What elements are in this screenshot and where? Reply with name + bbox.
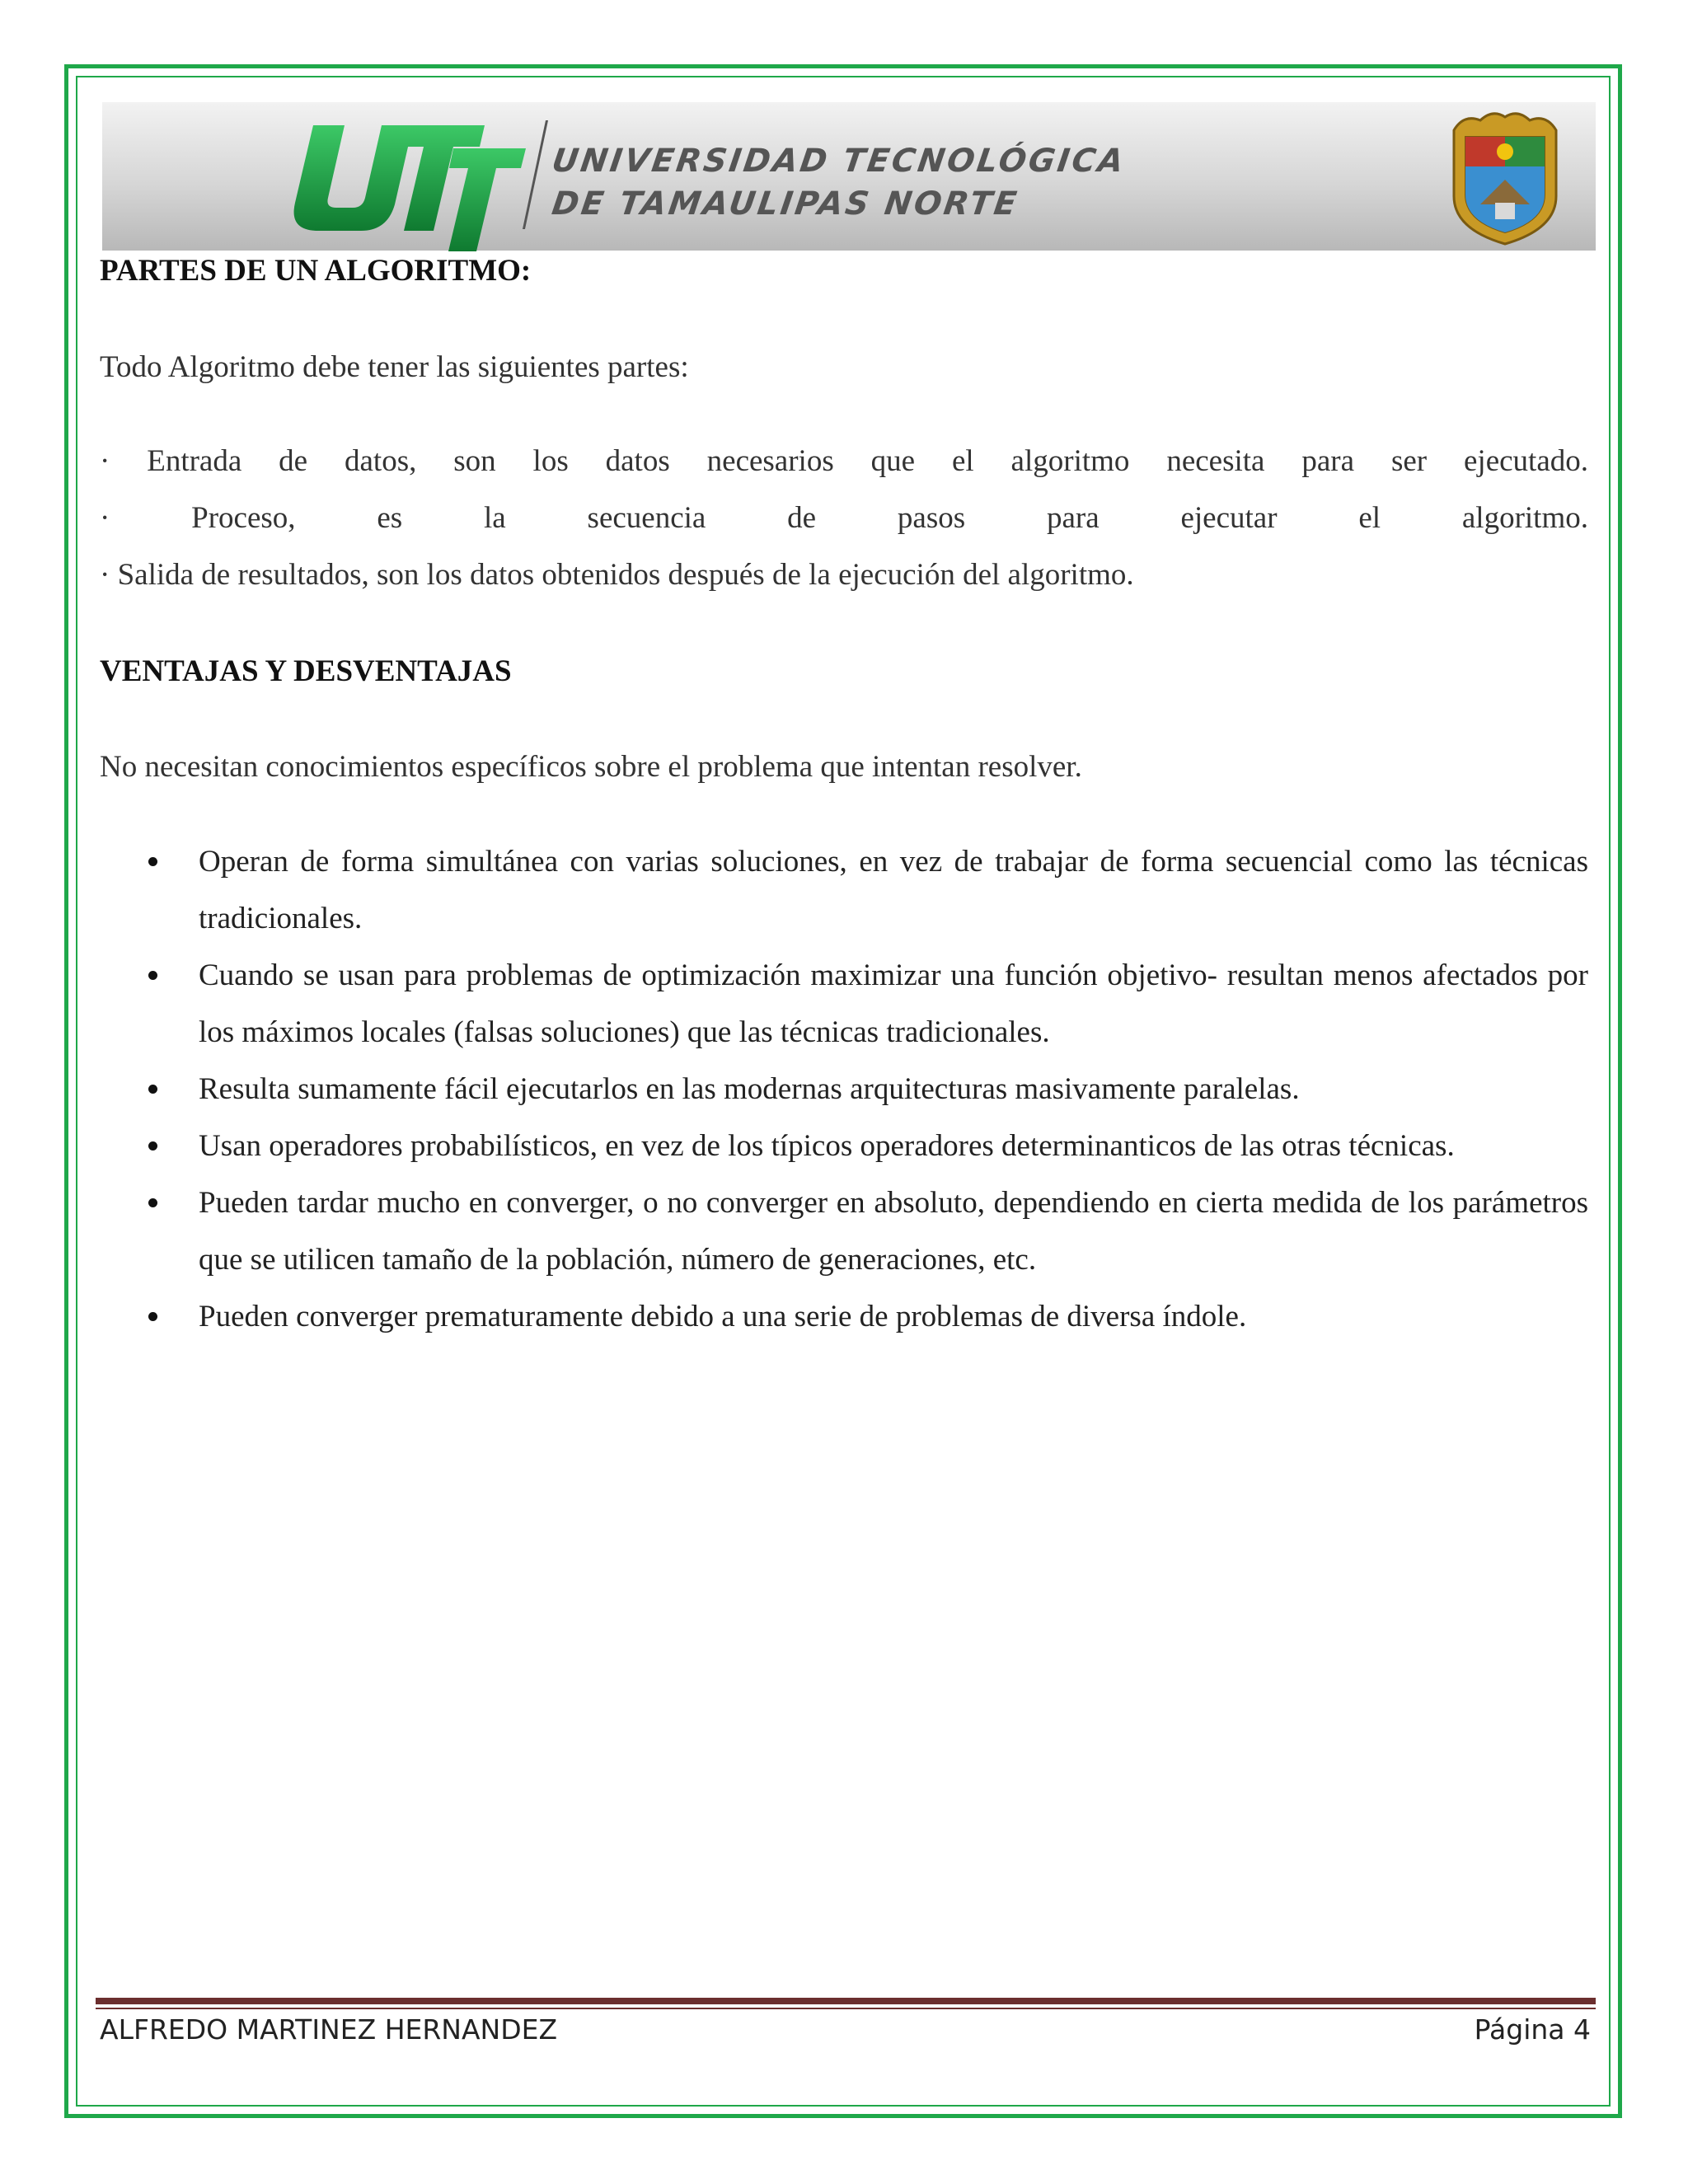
bullet-icon bbox=[148, 1141, 157, 1151]
footer-page-number: Página 4 bbox=[1474, 2013, 1591, 2046]
coat-of-arms-icon bbox=[1447, 105, 1563, 247]
footer-rule bbox=[96, 1998, 1596, 2004]
bullet-icon bbox=[148, 1198, 157, 1207]
list-item bbox=[100, 1174, 1588, 1288]
list-item bbox=[100, 947, 1588, 1061]
university-name-line2: DE TAMAULIPAS NORTE bbox=[549, 185, 1021, 223]
list-item-text: Cuando se usan para problemas de optimización maximizar una función objetivo- resultan menos afectados por los máximos locales (falsas soluciones) que las técnicas tradicionales. bbox=[199, 958, 1588, 1049]
list-item-text: Pueden tardar mucho en converger, o no converger en absoluto, dependiendo en cierta medida de los parámetros que se utilicen tamaño de la población, número de generaciones, etc. bbox=[199, 1186, 1588, 1277]
pros-heading: VENTAJAS Y DESVENTAJAS bbox=[100, 654, 512, 688]
pros-intro: No necesitan conocimientos específicos sobre el problema que intentan resolver. bbox=[100, 750, 1082, 784]
bullet-icon bbox=[148, 1085, 157, 1094]
list-item bbox=[100, 1288, 1588, 1345]
list-item bbox=[100, 1118, 1588, 1174]
list-item-text: Usan operadores probabilísticos, en vez de los típicos operadores determinanticos de las otras técnicas. bbox=[199, 1129, 1455, 1163]
pros-bullet-list bbox=[100, 833, 1588, 1345]
parts-item-proceso: · Proceso, es la secuencia de pasos para ejecutar el algoritmo. bbox=[100, 501, 1588, 535]
parts-item-entrada: · Entrada de datos, son los datos necesarios que el algoritmo necesita para ser ejecutado. bbox=[100, 444, 1588, 478]
list-item bbox=[100, 833, 1588, 947]
list-item bbox=[100, 1061, 1588, 1118]
list-item-text: Operan de forma simultánea con varias soluciones, en vez de trabajar de forma secuencial como las técnicas tradicionales. bbox=[199, 845, 1588, 935]
university-name-line1: UNIVERSIDAD TECNOLÓGICA bbox=[549, 143, 1128, 180]
footer-rule-thin bbox=[96, 2008, 1596, 2009]
parts-item-salida: · Salida de resultados, son los datos obtenidos después de la ejecución del algoritmo. bbox=[100, 558, 1134, 592]
bullet-icon bbox=[148, 857, 157, 866]
parts-heading: PARTES DE UN ALGORITMO: bbox=[100, 254, 532, 288]
list-item-text: Pueden converger prematuramente debido a una serie de problemas de diversa índole. bbox=[199, 1300, 1247, 1333]
list-item-text: Resulta sumamente fácil ejecutarlos en las modernas arquitecturas masivamente paralelas. bbox=[199, 1072, 1300, 1106]
bullet-icon bbox=[148, 971, 157, 980]
footer-author: ALFREDO MARTINEZ HERNANDEZ bbox=[100, 2013, 558, 2046]
parts-intro: Todo Algoritmo debe tener las siguientes partes: bbox=[100, 350, 689, 384]
utt-logo-icon bbox=[280, 115, 528, 251]
bullet-icon bbox=[148, 1312, 157, 1321]
